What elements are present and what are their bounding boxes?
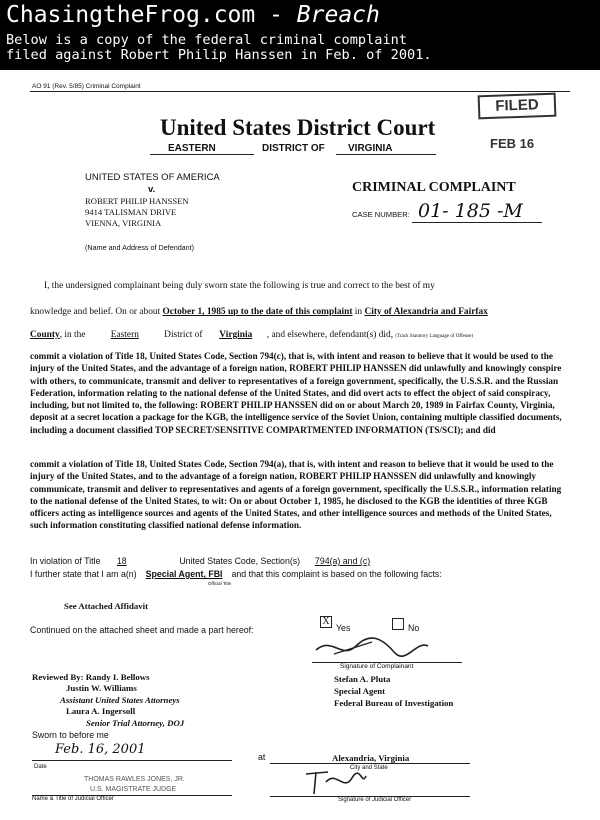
date-label: Date	[34, 764, 47, 770]
site-banner	[0, 0, 600, 70]
top-rule	[30, 91, 570, 92]
complainant-title: Special Agent	[334, 686, 386, 696]
reviewers-block	[32, 672, 184, 729]
knowledge-text: knowledge and belief. On or about	[30, 307, 161, 317]
statement-intro: I, the undersigned complainant being duly sworn state the following is true and correct to the best of my	[44, 281, 435, 291]
court-title: United States District Court	[160, 115, 436, 140]
plaintiff: UNITED STATES OF AMERICA	[85, 172, 220, 183]
complainant-signature-image	[312, 632, 432, 662]
complainant-block	[334, 673, 453, 709]
section-name: Breach	[296, 2, 380, 28]
sections: 794(a) and (c)	[314, 556, 371, 566]
date-written: Feb. 16, 2001	[55, 742, 146, 757]
district-prefix: EASTERN	[168, 143, 216, 154]
complainant-name: Stefan A. Pluta	[334, 674, 391, 684]
district-name: Eastern	[110, 330, 139, 340]
site-name: ChasingtheFrog.com -	[6, 2, 297, 28]
judge-signature-image	[300, 766, 370, 798]
violation-line	[30, 556, 383, 566]
judge-signature-label: Signature of Judicial Officer	[338, 797, 412, 803]
no-label: No	[408, 623, 420, 633]
no-checkbox[interactable]	[392, 618, 404, 630]
count-one-paragraph: commit a violation of Title 18, United States Code, Section 794(c), that is, with intent and reason to believe that it would be used to the injury of the United States, and the advantage of a foreign nation, ROBERT PHILIP HANSSEN did unlawfully and knowingly conspire with others, to communicate, transmit and deliver to representatives of a foreign government, specifically, the U.S.S.R. and the Russian Federation, information relating to the national defense of the United States, and did overt acts to effect the object of said conspiracy, including, but not limited to, the following: ROBERT PHILIP HANSSEN did on or about March 20, 1989 in Fairfax County, Virginia, deposit at a secret location a package for the KGB, the intelligence service of the Soviet Union, containing multiple classified documents, including a document classified TOP SECRET/SENSITIVE COMPARTMENTED INFORMATION (TS/SCI); and did	[30, 351, 562, 435]
district-of-text: District of	[164, 330, 203, 340]
city-state: Alexandria, Virginia	[332, 753, 410, 763]
place-part-1: City of Alexandria and Fairfax	[364, 307, 488, 317]
further-line	[30, 569, 442, 579]
track-note: (Track Statutory Language of Offense)	[395, 334, 474, 339]
sworn-text: Sworn to before me	[32, 730, 109, 740]
complaint-type: CRIMINAL COMPLAINT	[352, 180, 516, 195]
reviewed-by-label: Reviewed By:	[32, 672, 84, 682]
yes-checkbox[interactable]	[320, 616, 332, 628]
reviewer-3: Laura A. Ingersoll	[66, 706, 136, 717]
place-part-2: County	[30, 330, 60, 340]
official-title: Special Agent, FBI	[145, 569, 223, 579]
at-text: at	[258, 752, 266, 762]
form-number: AO 91 (Rev. 5/85) Criminal Complaint	[32, 83, 141, 90]
statement-line-2	[30, 306, 488, 318]
reviewer-1: Randy I. Bellows	[85, 672, 150, 682]
complainant-signature-label: Signature of Complainant	[340, 663, 414, 670]
district-state-line	[336, 154, 436, 155]
reviewer-2: Justin W. Williams	[66, 683, 137, 694]
district-state: VIRGINIA	[348, 143, 393, 154]
defendant-address-2: VIENNA, VIRGINIA	[85, 218, 162, 228]
case-number-label: CASE NUMBER:	[352, 210, 410, 219]
further-text: I further state that I am a(n)	[30, 569, 137, 579]
title-number: 18	[116, 556, 127, 566]
caption-line-1: Below is a copy of the federal criminal complaint	[6, 32, 408, 48]
see-affidavit: See Attached Affidavit	[64, 601, 149, 611]
date-range: October 1, 1985 up to the date of this complaint	[162, 307, 353, 317]
reviewer-3-title: Senior Trial Attorney, DOJ	[86, 717, 185, 728]
banner-title	[6, 2, 380, 28]
statement-line-3	[30, 329, 473, 343]
caption-line-2: filed against Robert Philip Hanssen in Feb. of 2001.	[6, 47, 432, 63]
yes-mark: X	[322, 616, 330, 627]
city-line	[270, 763, 470, 764]
judge-name: THOMAS RAWLES JONES, JR.	[84, 776, 185, 783]
defendant-address-1: 9414 TALISMAN DRIVE	[85, 207, 177, 217]
state-name: Virginia	[219, 330, 253, 340]
facts-text: and that this complaint is based on the following facts:	[231, 569, 442, 579]
usc-text: United States Code, Section(s)	[179, 556, 301, 566]
judge-title: U.S. MAGISTRATE JUDGE	[90, 786, 177, 793]
case-number-line	[412, 222, 542, 223]
district-label: DISTRICT OF	[262, 143, 325, 154]
banner-caption	[6, 33, 432, 63]
date-line	[32, 760, 232, 761]
defendant-name: ROBERT PHILIP HANSSEN	[85, 196, 189, 206]
in-violation-text: In violation of Title	[30, 556, 101, 566]
stamp-date: FEB 16	[490, 136, 535, 151]
reviewer-title: Assistant United States Attorneys	[60, 694, 180, 705]
versus: v.	[148, 184, 156, 195]
defendant-block	[85, 196, 189, 229]
official-title-label: Official Title	[208, 581, 232, 586]
judge-label: Name & Title of Judicial Officer	[32, 796, 114, 802]
count-two-paragraph: commit a violation of Title 18, United States Code, Section 794(a), that is, with intent and reason to believe that it would be used to the injury of the United States, and to the advantage of a foreign nation, ROBERT PHILIP HANSSEN did unlawfully and knowingly communicate, transmit and deliver to representatives and agents of a foreign government, specifically the U.S.S.R., information relating to the national defense of the United States, to wit: On or about October 1, 1985, he disclosed to the KGB the identities of three KGB officers acting as intelligence sources and agents of the United States, and other intelligence sources and methods of the United States, such information constituting classified national defense information.	[30, 459, 562, 531]
in-text: in	[354, 307, 363, 317]
defendant-label: (Name and Address of Defendant)	[85, 243, 195, 252]
elsewhere-text: , and elsewhere, defendant(s) did,	[266, 330, 394, 340]
district-prefix-line	[150, 154, 254, 155]
stamp-filed-text: FILED	[495, 96, 539, 115]
city-label: City and State	[350, 765, 388, 771]
in-the-text: , in the	[59, 330, 86, 340]
case-number: 01- 185 -M	[418, 200, 523, 222]
continued-text: Continued on the attached sheet and made a part hereof:	[30, 625, 254, 635]
filed-stamp	[478, 93, 557, 120]
complainant-agency: Federal Bureau of Investigation	[334, 698, 454, 708]
yes-label: Yes	[336, 623, 351, 633]
